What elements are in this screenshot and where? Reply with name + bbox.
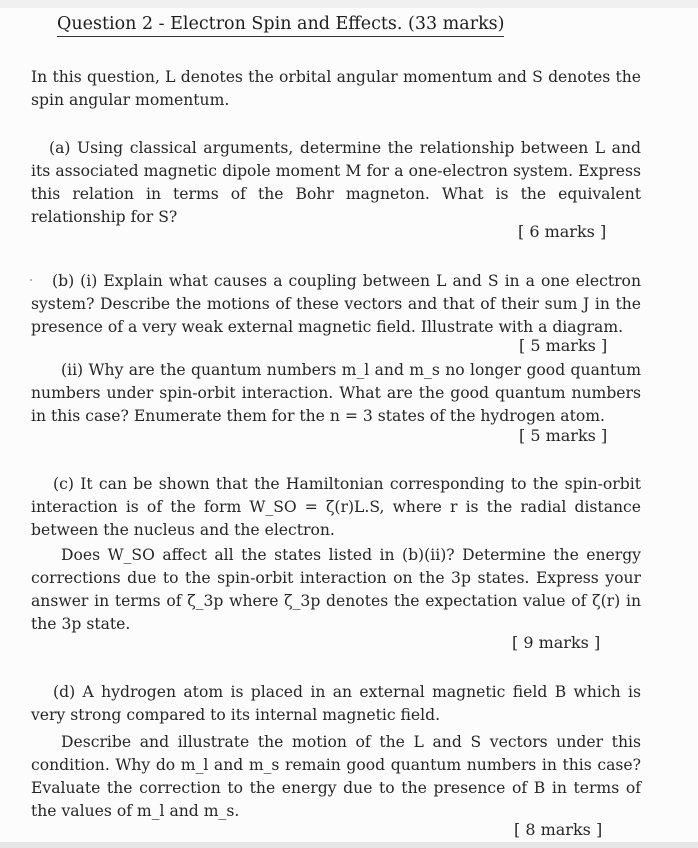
part-c-marks: [ 9 marks ] <box>512 633 601 652</box>
part-d-text-1: (d) A hydrogen atom is placed in an external magnetic field B which is very strong compared to its internal magnetic field. <box>31 683 641 724</box>
part-d-marks: [ 8 marks ] <box>514 820 603 839</box>
question-title: Question 2 - Electron Spin and Effects. (33 marks) <box>57 14 504 37</box>
part-d-text-2: Describe and illustrate the motion of the L and S vectors under this condition. Why do m_l and m_s remain good quantum numbers in this case? Evaluate the correction to the energy due to the presence of B in terms of the values of m_l and m_s. <box>31 733 641 820</box>
part-c-text-1: (c) It can be shown that the Hamiltonian corresponding to the spin-orbit interaction is of the form W_SO = ζ(r)L.S, where r is the radial distance between the nucleus and the electron. <box>31 475 641 539</box>
intro-text: In this question, L denotes the orbital angular momentum and S denotes the spin angular momentum. <box>31 68 641 109</box>
bottom-border <box>0 842 698 848</box>
top-border <box>0 0 698 8</box>
part-a-marks: [ 6 marks ] <box>518 222 607 241</box>
part-a-text: (a) Using classical arguments, determine the relationship between L and its associated magnetic dipole moment M for a one-electron system. Express this relation in terms of the Bohr magneton. What is the equivalent relationship for S? <box>31 139 641 226</box>
part-b-ii-text: (ii) Why are the quantum numbers m_l and m_s no longer good quantum numbers under spin-orbit interaction. What are the good quantum numbers in this case? Enumerate them for the n = 3 states of the hydrogen atom. <box>31 361 641 425</box>
part-b-ii-marks: [ 5 marks ] <box>519 426 608 445</box>
part-b-i-marks: [ 5 marks ] <box>519 336 608 355</box>
part-c-text-2: Does W_SO affect all the states listed in (b)(ii)? Determine the energy corrections due to the spin-orbit interaction on the 3p states. Express your answer in terms of ζ_3p where ζ_3p denotes the expectation value of ζ(r) in the 3p state. <box>31 546 641 633</box>
part-b-i-text: (b) (i) Explain what causes a coupling between L and S in a one electron system? Describe the motions of these vectors and that of their sum J in the presence of a very weak external magnetic field. Illustrate with a diagram. <box>31 272 641 336</box>
